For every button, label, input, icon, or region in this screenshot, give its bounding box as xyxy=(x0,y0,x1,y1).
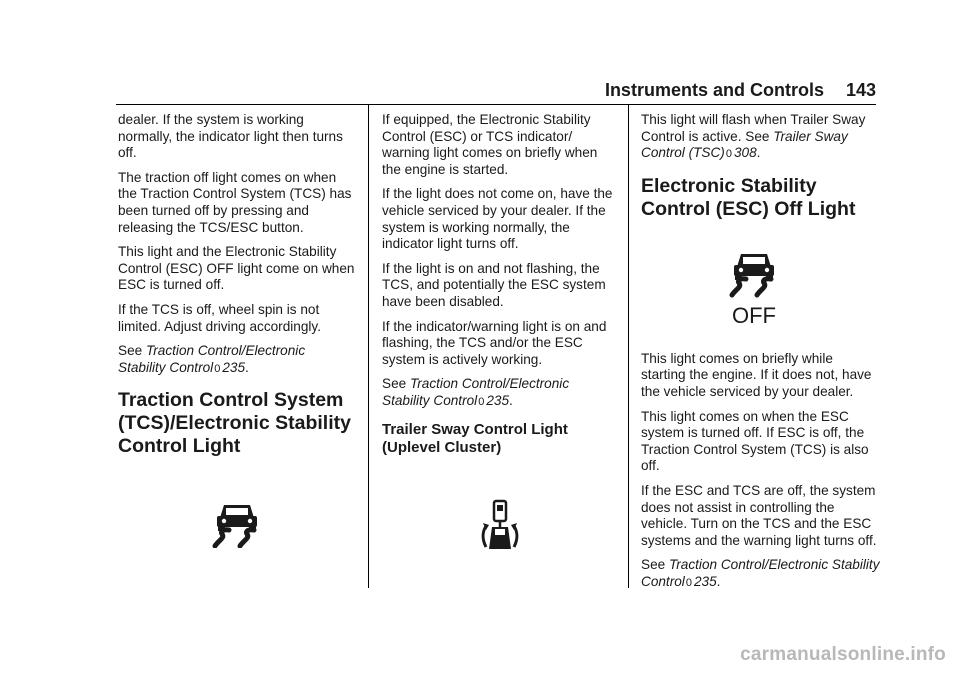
section-heading-trailer-sway: Trailer Sway Control Light (Uplevel Cluster) xyxy=(382,420,568,456)
column-divider-1 xyxy=(368,104,369,588)
column-3 xyxy=(641,112,881,600)
reference-page[interactable]: 235 xyxy=(486,392,510,408)
section-title: Instruments and Controls xyxy=(604,80,824,100)
reference-link[interactable]: Traction Control/Electronic Stability Control xyxy=(118,343,306,375)
reference-link[interactable]: Trailer Sway Control (TSC) xyxy=(641,128,848,161)
page-number: 143 xyxy=(845,80,876,100)
see-reference: See Traction Control/Electronic Stability Control0 235. xyxy=(118,343,306,375)
column-divider-2 xyxy=(628,104,629,588)
paragraph: dealer. If the system is working normally, the indicator light then turns off. xyxy=(118,112,343,161)
header-rule xyxy=(116,104,876,105)
section-heading-esc-off: Electronic Stability Control (ESC) Off Light xyxy=(641,174,856,220)
paragraph: This light comes on briefly while starting the engine. If it does not, have the vehicle serviced by your dealer. xyxy=(641,350,872,399)
paragraph: This light comes on when the ESC system is turned off. If ESC is off, the Traction Control System (TCS) is also off. xyxy=(641,408,869,474)
page-ref-arrow: 0 xyxy=(685,576,692,589)
section-heading-tcs: Traction Control System (TCS)/Electronic Stability Control Light xyxy=(118,389,351,458)
see-reference: This light will flash when Trailer Sway Control is active. See Trailer Sway Control (TSC)0 308. xyxy=(641,112,866,161)
watermark: carmanualsonline.info xyxy=(740,644,946,665)
column-1 xyxy=(118,112,356,548)
see-reference: See Traction Control/Electronic Stability Control0 235. xyxy=(382,376,570,408)
off-label: OFF xyxy=(732,302,776,328)
skidding-car-off-icon xyxy=(724,249,784,329)
reference-page[interactable]: 235 xyxy=(693,573,717,589)
reference-page[interactable]: 308 xyxy=(733,145,757,161)
paragraph: If the TCS is off, wheel spin is not limited. Adjust driving accordingly. xyxy=(118,301,321,334)
reference-link[interactable]: Traction Control/Electronic Stability Control xyxy=(641,557,880,589)
paragraph: If the ESC and TCS are off, the system does not assist in controlling the vehicle. Turn on the TCS and the ESC systems and the warning light turns off. xyxy=(641,482,877,548)
paragraph: This light and the Electronic Stability Control (ESC) OFF light come on when ESC is turned off. xyxy=(118,244,355,293)
trailer-sway-icon xyxy=(480,499,520,555)
paragraph: If equipped, the Electronic Stability Control (ESC) or TCS indicator/ warning light comes on briefly when the engine is started. xyxy=(382,112,598,177)
page-header xyxy=(605,80,876,101)
reference-link[interactable]: Traction Control/Electronic Stability Control xyxy=(382,376,570,408)
page-ref-arrow: 0 xyxy=(725,148,732,161)
page-ref-arrow: 0 xyxy=(214,362,221,375)
skidding-car-icon xyxy=(212,500,262,548)
paragraph: The traction off light comes on when the Traction Control System (TCS) has been turned off by pressing and releasing the TCS/ESC button. xyxy=(118,169,352,235)
page-ref-arrow: 0 xyxy=(478,395,485,408)
paragraph: If the light does not come on, have the vehicle serviced by your dealer. If the system is working normally, the indicator light turns off. xyxy=(382,186,613,252)
reference-page[interactable]: 235 xyxy=(222,359,246,375)
column-2 xyxy=(382,112,618,555)
paragraph: If the indicator/warning light is on and flashing, the TCS and/or the ESC system is actively working. xyxy=(382,318,607,367)
paragraph: If the light is on and not flashing, the TCS, and potentially the ESC system have been disabled. xyxy=(382,260,606,309)
see-reference: See Traction Control/Electronic Stability Control0 235. xyxy=(641,557,880,589)
